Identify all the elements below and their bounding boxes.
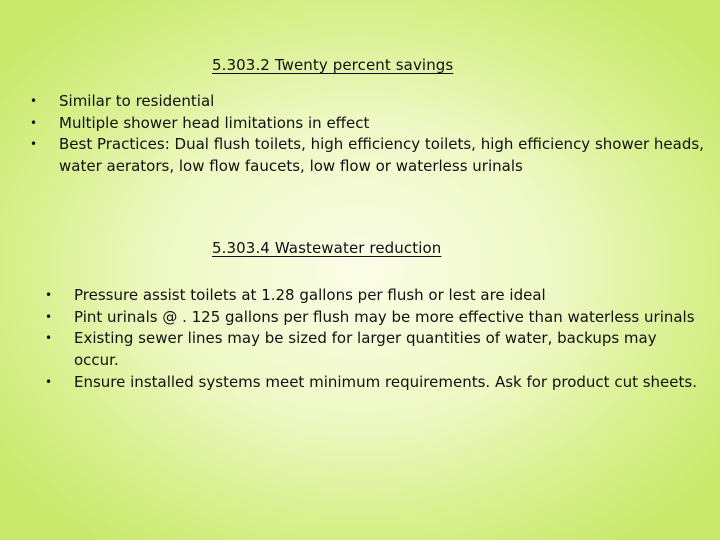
- list-item: • Similar to residential: [30, 91, 710, 113]
- section-heading-wastewater-reduction: 5.303.4 Wastewater reduction: [212, 239, 442, 257]
- list-item: • Pressure assist toilets at 1.28 gallons per flush or lest are ideal: [45, 285, 705, 307]
- bullet-list-wastewater: [45, 285, 705, 394]
- list-item: • Pint urinals @ . 125 gallons per flush may be more effective than waterless urinals: [45, 307, 705, 329]
- list-item: • Multiple shower head limitations in effect: [30, 113, 710, 135]
- list-item: • Ensure installed systems meet minimum requirements. Ask for product cut sheets.: [45, 372, 705, 394]
- list-item: • Best Practices: Dual flush toilets, high efficiency toilets, high efficiency shower heads, water aerators, low flow faucets, low flow or waterless urinals: [30, 134, 710, 177]
- list-item: • Existing sewer lines may be sized for larger quantities of water, backups may occur.: [45, 328, 705, 371]
- section-heading-twenty-percent-savings: 5.303.2 Twenty percent savings: [212, 56, 454, 74]
- bullet-list-savings: [30, 91, 710, 178]
